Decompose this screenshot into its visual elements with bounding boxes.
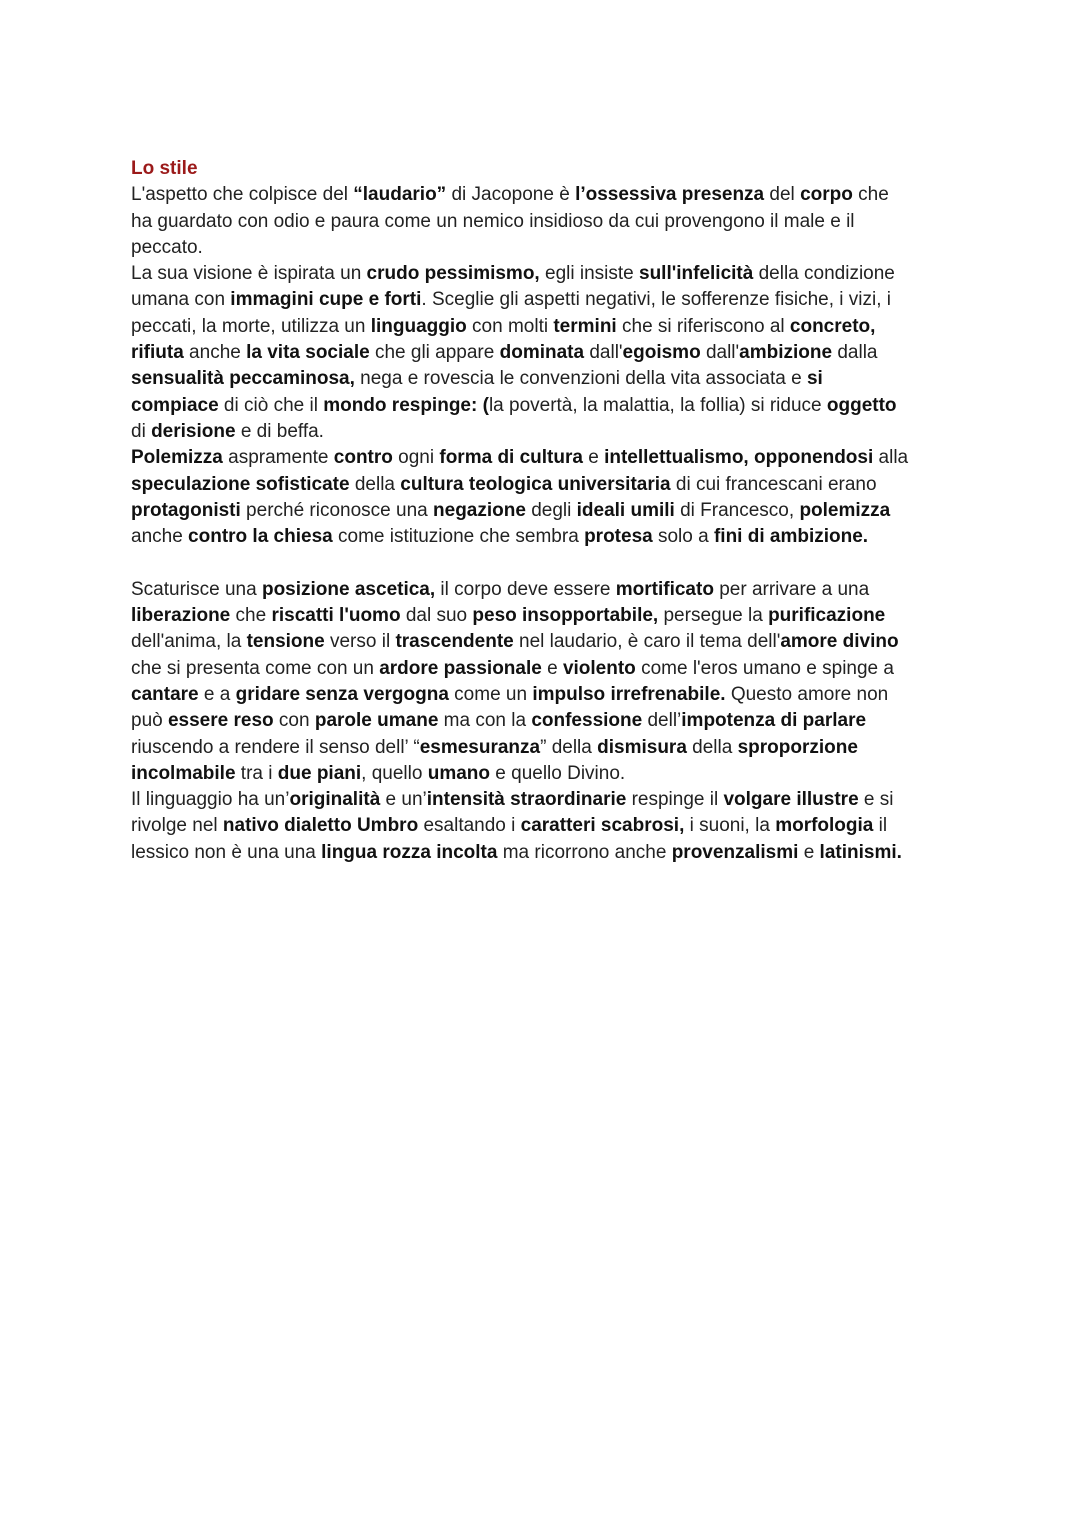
document-page	[131, 156, 961, 866]
text-run: anche	[183, 342, 247, 364]
text-run: nel laudario, è caro il tema dell'	[513, 631, 781, 653]
bold-term: la vita sociale	[246, 342, 370, 364]
text-run: il corpo deve essere	[435, 578, 616, 600]
text-run: e a	[198, 683, 236, 705]
bold-term: fini di ambizione.	[713, 526, 869, 548]
bold-term: umano	[427, 762, 490, 784]
text-run: persegue la	[658, 605, 769, 627]
bold-term: contro la chiesa	[188, 526, 333, 548]
bold-term: dominata	[499, 342, 585, 364]
bold-term: lingua rozza incolta	[321, 841, 498, 863]
text-run: anche	[131, 526, 183, 548]
text-run: Scaturisce una	[131, 578, 262, 600]
bold-term: violento	[562, 657, 636, 679]
bold-term: morfologia	[775, 815, 874, 837]
text-run: alla	[878, 447, 909, 469]
bold-term: protagonisti	[131, 499, 241, 521]
paragraph-language	[131, 787, 961, 866]
bold-term: immagini cupe e forti	[230, 289, 422, 311]
text-run: degli	[525, 499, 577, 521]
text-run: di cui francescani erano	[675, 473, 877, 495]
bold-term: essere reso	[167, 710, 274, 732]
text-run: dell’	[642, 710, 682, 732]
text-run: i suoni, la	[684, 815, 776, 837]
bold-term: speculazione sofisticate	[131, 473, 350, 495]
bold-term: impotenza di parlare	[681, 710, 867, 732]
text-run: che si riferiscono al	[616, 315, 790, 337]
bold-term: amore divino	[780, 631, 899, 653]
text-run: la povertà, la malattia, la follia) si riduce	[488, 394, 827, 416]
bold-term: ardore passionale	[379, 657, 542, 679]
bold-term: oggetto	[826, 394, 897, 416]
text-run: con molti	[466, 315, 554, 337]
bold-term: intellettualismo, opponendosi	[604, 447, 874, 469]
text-run: ” della	[540, 736, 598, 758]
bold-term: corpo	[800, 184, 853, 206]
bold-term: rifiuta	[131, 342, 184, 364]
bold-term: tensione	[246, 631, 325, 653]
text-run: e quello Divino.	[490, 762, 626, 784]
text-run: di Jacopone è	[446, 184, 576, 206]
paragraph-gap	[131, 550, 961, 576]
bold-term: “laudario”	[353, 184, 447, 206]
text-run: come un	[448, 683, 533, 705]
bold-term: contro	[333, 447, 393, 469]
text-run: dal suo	[400, 605, 473, 627]
text-run: dell'anima, la	[131, 631, 242, 653]
text-run: come istituzione che sembra	[332, 526, 585, 548]
bold-term: sull'infelicità	[639, 263, 754, 285]
text-run: che ha guardato con odio e paura come un nemico insidioso da cui provengono il male e il peccato.	[131, 184, 889, 258]
bold-term: posizione ascetica,	[261, 578, 436, 600]
text-run: di Francesco,	[674, 499, 800, 521]
bold-term: mortificato	[615, 578, 714, 600]
bold-term: gridare senza vergogna	[235, 683, 449, 705]
text-run: respinge il	[626, 789, 724, 811]
paragraph-pessimism	[131, 261, 961, 445]
text-run: e di beffa.	[235, 420, 324, 442]
bold-term: peso insopportabile,	[472, 605, 659, 627]
bold-term: originalità	[289, 789, 381, 811]
text-run: perché riconosce una	[240, 499, 434, 521]
bold-term: cantare	[131, 683, 199, 705]
text-run: Il linguaggio ha un’	[131, 789, 290, 811]
text-run: di ciò che il	[218, 394, 324, 416]
bold-term: volgare illustre	[723, 789, 859, 811]
text-run: . Sceglie gli aspetti negativi, le sofferenze fisiche, i vizi, i peccati, la morte, utilizza un	[131, 289, 891, 337]
bold-term: protesa	[584, 526, 653, 548]
text-run: con	[273, 710, 315, 732]
section-heading: Lo stile	[131, 158, 198, 179]
text-run: tra i	[235, 762, 278, 784]
bold-term: negazione	[433, 499, 526, 521]
bold-term: ideali umili	[576, 499, 675, 521]
bold-term: liberazione	[131, 605, 231, 627]
bold-term: intensità straordinarie	[426, 789, 627, 811]
paragraph-ascetic	[131, 577, 961, 787]
paragraph-body-aspect	[131, 182, 961, 261]
bold-term: sensualità peccaminosa,	[131, 368, 355, 390]
bold-term: ambizione	[739, 342, 833, 364]
bold-term: mondo respinge: (	[323, 394, 489, 416]
text-run: aspramente	[222, 447, 334, 469]
text-run: verso il	[324, 631, 396, 653]
bold-term: polemizza	[799, 499, 891, 521]
bold-term: Polemizza	[131, 447, 223, 469]
bold-term: due piani	[277, 762, 362, 784]
paragraph-polemic	[131, 445, 961, 550]
text-run: L'aspetto che colpisce del	[131, 184, 354, 206]
text-run: e	[798, 841, 820, 863]
text-run: e	[582, 447, 605, 469]
text-run: di	[131, 420, 146, 442]
text-run: Questo amore non può	[131, 683, 889, 732]
bold-term: caratteri scabrosi,	[520, 815, 685, 837]
bold-term: nativo dialetto Umbro	[222, 815, 419, 837]
text-run: dall'	[700, 342, 740, 364]
text-run: ogni	[392, 447, 440, 469]
text-run: nega e rovescia le convenzioni della vita associata e	[354, 368, 807, 390]
text-run: dalla	[837, 342, 878, 364]
text-run: come l'eros umano e spinge a	[641, 657, 894, 679]
text-run: della	[686, 736, 738, 758]
bold-term: impulso irrefrenabile.	[532, 683, 726, 705]
text-run: egli insiste	[539, 263, 639, 285]
bold-term: sproporzione incolmabile	[131, 736, 858, 784]
bold-term: purificazione	[768, 605, 886, 627]
text-run: del	[764, 184, 801, 206]
text-run: il lessico non è una una	[131, 815, 888, 863]
text-run: La sua visione è ispirata un	[131, 263, 367, 285]
bold-term: crudo pessimismo,	[366, 263, 540, 285]
bold-term: derisione	[151, 420, 236, 442]
text-run: ma con la	[438, 710, 532, 732]
bold-term: si compiace	[131, 368, 823, 416]
text-run: per arrivare a una	[719, 578, 870, 600]
bold-term: l’ossessiva presenza	[575, 184, 765, 206]
bold-term: linguaggio	[370, 315, 467, 337]
bold-term: dismisura	[597, 736, 687, 758]
text-run: della condizione umana con	[131, 263, 895, 311]
text-run: riuscendo a rendere il senso dell’ “	[131, 736, 420, 758]
text-run: e un’	[380, 789, 427, 811]
text-run: e	[541, 657, 563, 679]
text-run: della	[349, 473, 401, 495]
bold-term: forma di cultura	[439, 447, 583, 469]
text-run: e si rivolge nel	[131, 789, 894, 837]
bold-term: latinismi.	[819, 841, 902, 863]
text-run: che si presenta come con un	[131, 657, 374, 679]
bold-term: cultura teologica universitaria	[400, 473, 671, 495]
text-run: ma ricorrono anche	[497, 841, 672, 863]
bold-term: confessione	[531, 710, 643, 732]
bold-term: termini	[553, 315, 617, 337]
bold-term: provenzalismi	[671, 841, 799, 863]
text-run: che gli appare	[369, 342, 500, 364]
bold-term: riscatti l'uomo	[271, 605, 401, 627]
bold-term: esmesuranza	[419, 736, 541, 758]
bold-term: trascendente	[395, 631, 514, 653]
bold-term: parole umane	[314, 710, 439, 732]
text-run: che	[230, 605, 272, 627]
text-run: dall'	[584, 342, 623, 364]
text-run: solo a	[652, 526, 714, 548]
text-run: esaltando i	[418, 815, 521, 837]
bold-term: egoismo	[622, 342, 701, 364]
text-run: , quello	[361, 762, 428, 784]
bold-term: concreto,	[789, 315, 876, 337]
